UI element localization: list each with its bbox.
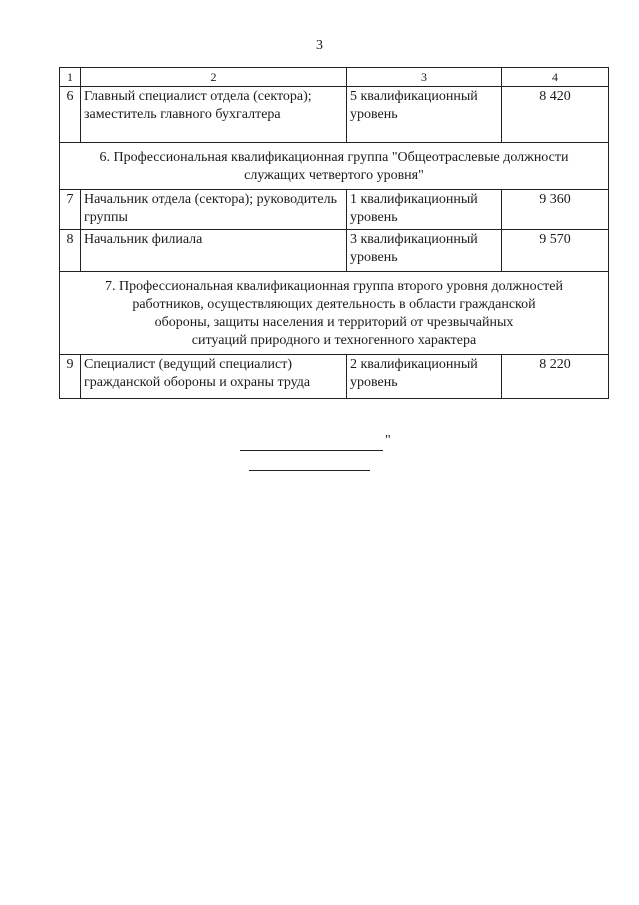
salary-value: 9 360 (502, 190, 609, 230)
closing-rule (240, 450, 383, 451)
salary-value: 9 570 (502, 230, 609, 272)
table-header-row (60, 68, 609, 87)
page-number: 3 (316, 38, 323, 53)
row-number: 9 (60, 355, 81, 399)
row-number: 8 (60, 230, 81, 272)
table-row (60, 230, 609, 272)
group-title-line: обороны, защиты населения и территорий от чрезвычайных (154, 315, 514, 330)
table-row (60, 355, 609, 399)
column-header: 1 (60, 68, 81, 87)
group-row (60, 272, 609, 355)
column-header: 4 (502, 68, 609, 87)
group-title-line: 7. Профессиональная квалификационная группа второго уровня должностей (105, 279, 563, 294)
group-title-line: служащих четвертого уровня" (244, 168, 424, 183)
qualification-level: 2 квалификационный уровень (347, 355, 502, 399)
table-row (60, 190, 609, 230)
group-title-line: работников, осуществляющих деятельность в области гражданской (132, 297, 536, 312)
closing-quote: " (385, 433, 391, 448)
salary-value: 8 420 (502, 87, 609, 143)
qualification-level: 1 квалификационный уровень (347, 190, 502, 230)
column-header: 3 (347, 68, 502, 87)
group-row (60, 143, 609, 190)
position-name: Специалист (ведущий специалист) гражданской обороны и охраны труда (81, 355, 347, 399)
salary-value: 8 220 (502, 355, 609, 399)
qualification-level: 5 квалификационный уровень (347, 87, 502, 143)
table-row (60, 87, 609, 143)
salary-table (59, 67, 609, 399)
row-number: 6 (60, 87, 81, 143)
group-title-line: ситуаций природного и техногенного характера (191, 333, 477, 348)
closing-rule-short (249, 470, 370, 471)
row-number: 7 (60, 190, 81, 230)
position-name: Начальник отдела (сектора); руководитель группы (81, 190, 347, 230)
position-name: Начальник филиала (81, 230, 347, 272)
qualification-level: 3 квалификационный уровень (347, 230, 502, 272)
group-title (60, 143, 609, 190)
column-header: 2 (81, 68, 347, 87)
group-title-line: 6. Профессиональная квалификационная группа "Общеотраслевые должности (99, 150, 569, 165)
group-title (60, 272, 609, 355)
position-name: Главный специалист отдела (сектора); заместитель главного бухгалтера (81, 87, 347, 143)
